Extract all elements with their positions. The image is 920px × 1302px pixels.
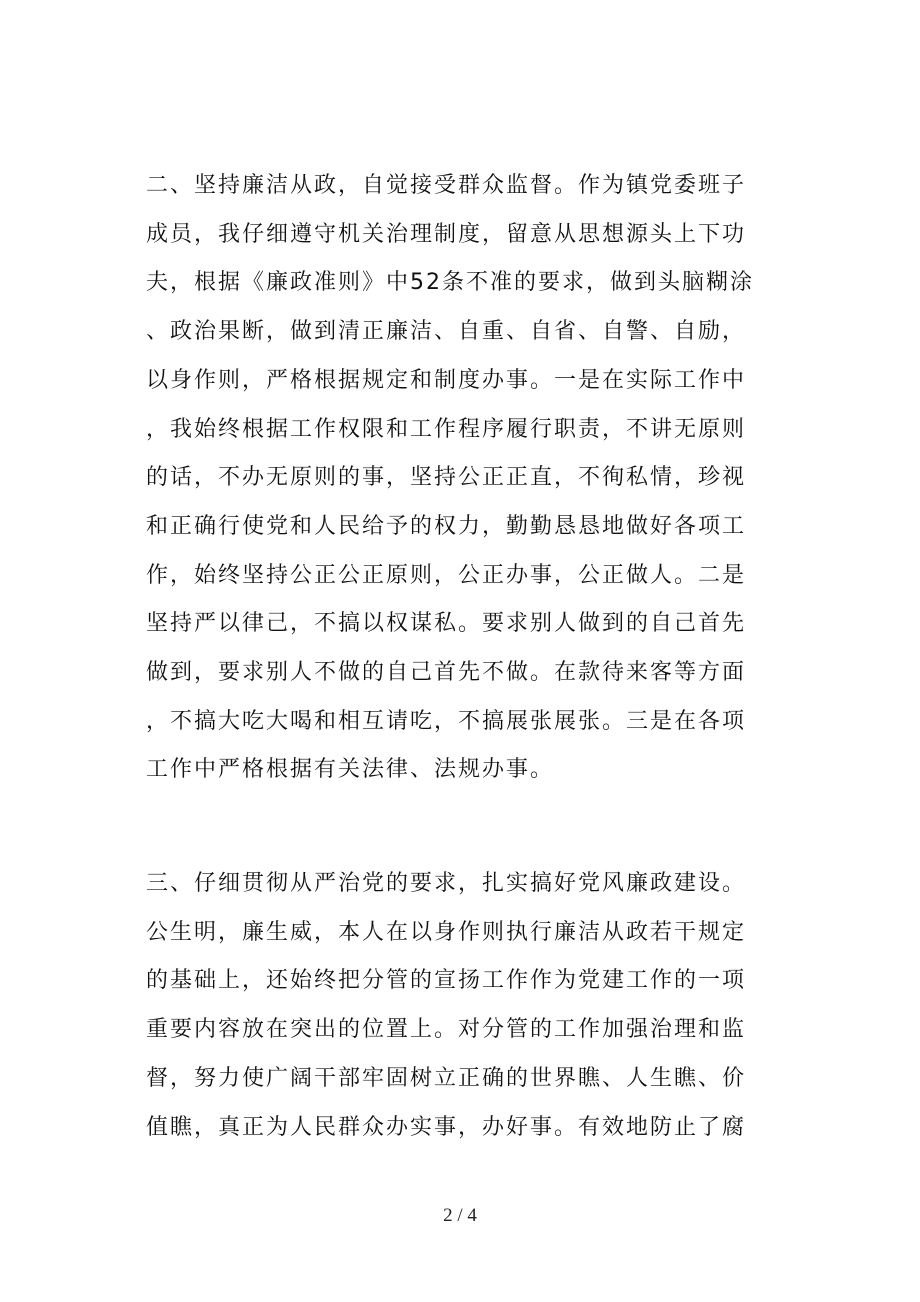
text-line: 值瞧，真正为人民群众办实事，办好事。有效地防止了腐 — [146, 1114, 747, 1140]
paragraph-party-building — [146, 860, 776, 1152]
text-line: 作，始终坚持公正公正原则，公正办事，公正做人。二是 — [146, 562, 747, 588]
text-line: 三、仔细贯彻从严治党的要求，扎实搞好党风廉政建设。 — [146, 871, 747, 896]
text-line: 成员，我仔细遵守机关治理制度，留意从思想源头上下功 — [146, 221, 747, 247]
text-line: 和正确行使党和人民给予的权力，勤勤恳恳地做好各项工 — [146, 513, 747, 539]
paragraph-discipline — [146, 162, 776, 795]
text-line: 以身作则，严格根据规定和制度办事。一是在实际工作中 — [146, 367, 747, 393]
text-line: ，我始终根据工作权限和工作程序履行职责，不讲无原则 — [146, 416, 747, 442]
page-number: 2 / 4 — [443, 1205, 477, 1226]
text-line: 、政治果断，做到清正廉洁、自重、自省、自警、自励， — [146, 319, 747, 345]
text-line: 二、坚持廉洁从政，自觉接受群众监督。作为镇党委班子 — [146, 173, 747, 198]
text-line: 的话，不办无原则的事，坚持公正正直，不徇私情，珍视 — [146, 465, 747, 491]
text-line: 重要内容放在突出的位置上。对分管的工作加强治理和监 — [146, 1017, 747, 1043]
text-line: 坚持严以律己，不搞以权谋私。要求别人做到的自己首先 — [146, 611, 747, 637]
text-line: 工作中严格根据有关法律、法规办事。 — [146, 757, 555, 783]
text-line: ，不搞大吃大喝和相互请吃，不搞展张展张。三是在各项 — [146, 708, 747, 734]
text-line: 夫，根据《廉政准则》中52条不准的要求，做到头脑糊涂 — [146, 270, 754, 296]
text-line: 做到，要求别人不做的自己首先不做。在款待来客等方面 — [146, 660, 747, 686]
text-line: 督，努力使广阔干部牢固树立正确的世界瞧、人生瞧、价 — [146, 1065, 747, 1091]
text-line: 公生明，廉生威，本人在以身作则执行廉洁从政若干规定 — [146, 919, 747, 945]
text-line: 的基础上，还始终把分管的宣扬工作作为党建工作的一项 — [146, 968, 747, 994]
